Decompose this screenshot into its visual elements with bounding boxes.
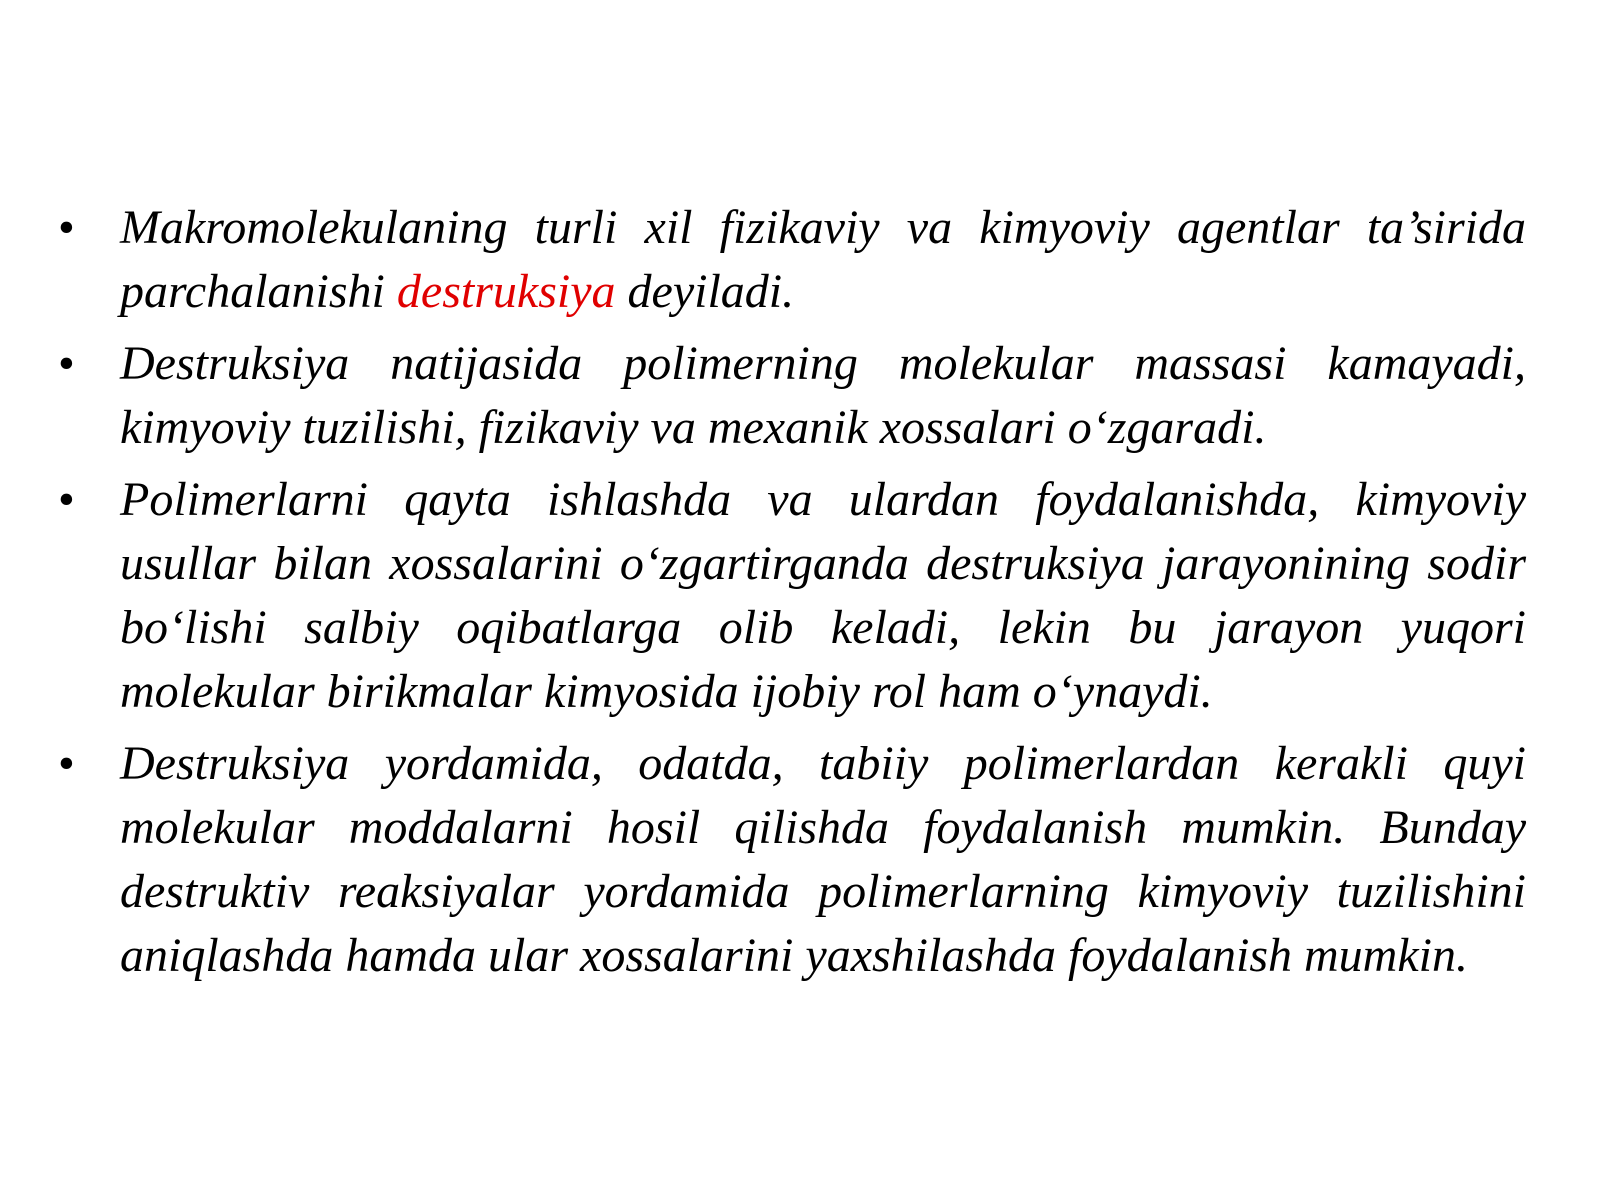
bullet-text-1 [120, 196, 1526, 324]
bullet-item-1 [0, 196, 1600, 324]
bullet-text-2: Destruksiya natijasida polimerning molekular massasi kamayadi, kimyoviy tuzilishi, fizikaviy va mexanik xossalari o‘zgaradi. [120, 337, 1526, 454]
highlighted-term: destruksiya [396, 265, 616, 318]
bullet-item-3 [0, 468, 1600, 724]
bullet-text-1-before: Makromolekulaning turli xil fizikaviy va kimyoviy agentlar ta’sirida parchalanishi [120, 201, 1526, 318]
bullet-dot-icon: • [58, 473, 75, 526]
bullet-text-1-after: deyiladi. [615, 265, 795, 318]
bullet-list [0, 196, 1600, 996]
bullet-text-4: Destruksiya yordamida, odatda, tabiiy polimerlardan kerakli quyi molekular moddalarni hosil qilishda foydalanish mumkin. Bunday destruktiv reaksiyalar yordamida polimerlarning kimyoviy tuzilishini aniqlashda hamda ular xossalarini yaxshilashda foydalanish mumkin. [120, 737, 1526, 982]
bullet-dot-icon: • [58, 201, 75, 254]
bullet-dot-icon: • [58, 737, 75, 790]
bullet-text-3: Polimerlarni qayta ishlashda va ulardan foydalanishda, kimyoviy usullar bilan xossalarini o‘zgartirganda destruksiya jarayonining sodir bo‘lishi salbiy oqibatlarga olib keladi, lekin bu jarayon yuqori molekular birikmalar kimyosida ijobiy rol ham o‘ynaydi. [120, 473, 1526, 718]
bullet-dot-icon: • [58, 337, 75, 390]
bullet-item-4 [0, 732, 1600, 988]
bullet-item-2 [0, 332, 1600, 460]
